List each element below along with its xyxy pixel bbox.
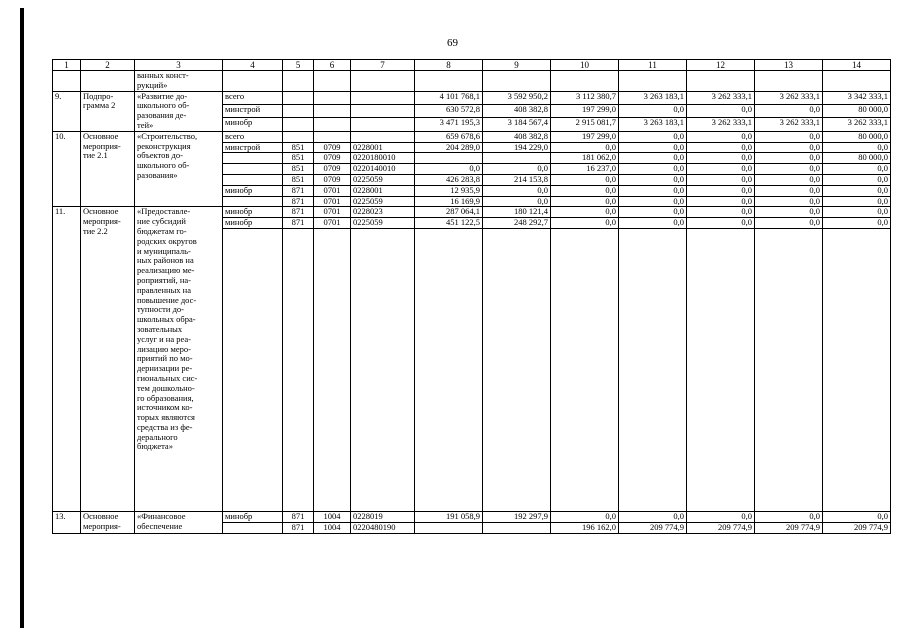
amount-cell: 0,0 [755,104,823,117]
amount-cell: 0,0 [619,104,687,117]
ministry-code: 871 [283,522,314,533]
ministry-code: 871 [283,511,314,522]
empty-cell [314,228,351,511]
amount-cell: 3 342 333,1 [823,91,891,104]
section-code [314,91,351,104]
amount-cell: 0,0 [755,185,823,196]
ministry-code: 871 [283,207,314,218]
article-code: 0220480190 [351,522,415,533]
amount-cell: 0,0 [619,196,687,207]
amount-cell: 196 162,0 [551,522,619,533]
funding-source: минобр [223,511,283,522]
amount-cell: 0,0 [687,104,755,117]
article-code: 0225059 [351,196,415,207]
funding-source: минстрой [223,104,283,117]
ministry-code [283,131,314,142]
ministry-code: 851 [283,153,314,164]
section-code [314,104,351,117]
amount-cell: 3 112 380,7 [551,91,619,104]
amount-cell: 0,0 [687,196,755,207]
amount-cell: 0,0 [823,218,891,229]
section-code [314,131,351,142]
amount-cell: 0,0 [755,196,823,207]
section-code: 0701 [314,196,351,207]
amount-cell: 0,0 [551,174,619,185]
amount-cell: 0,0 [551,185,619,196]
amount-cell: 3 262 333,1 [755,91,823,104]
article-code: 0228001 [351,185,415,196]
header-row [53,60,891,71]
amount-cell: 0,0 [687,164,755,175]
funding-source [223,196,283,207]
item-name: Основное мероприя- тие 2.1 [81,131,135,207]
empty-cell [619,71,687,92]
header-cell: 12 [687,60,755,71]
header-cell: 10 [551,60,619,71]
amount-cell: 0,0 [551,207,619,218]
ministry-code: 851 [283,142,314,153]
item-description: «Финансовое обеспечение [135,511,223,533]
empty-cell [483,228,551,511]
item-description: «Предоставле- ние субсидий бюджетам го- родских округов и муниципаль- ных районов на реализацию ме- роприятий, на- правленных на повышение дос- тупности до- школьных обра- зовательных услуг и на реа- лизацию меро- приятий по мо- дернизации ре- гиональных сис- тем дошкольно- го образования, источником ко- торых являются средства из фе- дерального бюджета» [135,207,223,512]
article-code: 0220140010 [351,164,415,175]
amount-cell: 0,0 [619,207,687,218]
amount-cell: 408 382,8 [483,104,551,117]
amount-cell: 3 263 183,1 [619,118,687,131]
amount-cell: 0,0 [687,207,755,218]
header-cell: 7 [351,60,415,71]
amount-cell: 0,0 [823,142,891,153]
amount-cell: 0,0 [755,164,823,175]
amount-cell: 80 000,0 [823,104,891,117]
empty-cell [551,71,619,92]
article-code: 0228019 [351,511,415,522]
section-code: 1004 [314,522,351,533]
amount-cell [415,153,483,164]
empty-cell [755,228,823,511]
amount-cell: 408 382,8 [483,131,551,142]
table-row [53,207,891,218]
empty-cell [283,71,314,92]
amount-cell: 0,0 [755,153,823,164]
funding-source [223,174,283,185]
empty-cell [551,228,619,511]
amount-cell: 194 229,0 [483,142,551,153]
item-name: Подпро- грамма 2 [81,91,135,131]
funding-source: минобр [223,218,283,229]
empty-cell [755,71,823,92]
section-code: 0701 [314,185,351,196]
empty-cell [687,71,755,92]
header-cell: 9 [483,60,551,71]
article-code [351,118,415,131]
amount-cell: 0,0 [483,185,551,196]
header-cell: 8 [415,60,483,71]
ministry-code: 851 [283,164,314,175]
item-description: «Развитие до- школьного об- разования де- тей» [135,91,223,131]
amount-cell: 3 263 183,1 [619,91,687,104]
empty-cell [351,228,415,511]
amount-cell: 287 064,1 [415,207,483,218]
funding-source: всего [223,131,283,142]
section-code: 0709 [314,142,351,153]
amount-cell: 0,0 [755,511,823,522]
ministry-code [283,104,314,117]
article-code: 0220180010 [351,153,415,164]
amount-cell: 630 572,8 [415,104,483,117]
amount-cell: 3 592 950,2 [483,91,551,104]
amount-cell: 0,0 [823,511,891,522]
amount-cell: 209 774,9 [823,522,891,533]
amount-cell: 0,0 [823,196,891,207]
funding-source [223,522,283,533]
empty-cell [823,228,891,511]
amount-cell: 426 283,8 [415,174,483,185]
table-row [53,131,891,142]
amount-cell: 0,0 [687,174,755,185]
amount-cell: 16 237,0 [551,164,619,175]
amount-cell: 80 000,0 [823,131,891,142]
funding-source: минобр [223,118,283,131]
continuation-row [53,71,891,92]
amount-cell: 0,0 [619,174,687,185]
amount-cell: 12 935,9 [415,185,483,196]
header-cell: 2 [81,60,135,71]
amount-cell: 3 262 333,1 [687,91,755,104]
amount-cell: 80 000,0 [823,153,891,164]
empty-cell [223,71,283,92]
header-cell: 3 [135,60,223,71]
amount-cell: 209 774,9 [619,522,687,533]
amount-cell: 180 121,4 [483,207,551,218]
empty-cell [314,71,351,92]
amount-cell: 0,0 [823,164,891,175]
amount-cell: 16 169,9 [415,196,483,207]
amount-cell: 192 297,9 [483,511,551,522]
amount-cell: 0,0 [619,511,687,522]
amount-cell: 197 299,0 [551,131,619,142]
item-number: 9. [53,91,81,131]
ministry-code: 871 [283,196,314,207]
amount-cell: 0,0 [619,218,687,229]
amount-cell: 197 299,0 [551,104,619,117]
item-number: 10. [53,131,81,207]
page-edge-bar [20,8,24,628]
amount-cell: 3 262 333,1 [823,118,891,131]
empty-cell [223,228,283,511]
header-cell: 6 [314,60,351,71]
section-code: 1004 [314,511,351,522]
table-row [53,91,891,104]
header-cell: 5 [283,60,314,71]
amount-cell: 0,0 [551,511,619,522]
amount-cell: 0,0 [755,131,823,142]
header-cell: 13 [755,60,823,71]
amount-cell: 204 289,0 [415,142,483,153]
amount-cell: 3 262 333,1 [687,118,755,131]
empty-cell [351,71,415,92]
amount-cell: 0,0 [687,185,755,196]
table-row [53,511,891,522]
amount-cell: 0,0 [755,174,823,185]
amount-cell: 0,0 [687,142,755,153]
amount-cell [483,153,551,164]
amount-cell: 0,0 [619,185,687,196]
amount-cell: 0,0 [483,164,551,175]
header-cell: 11 [619,60,687,71]
empty-cell [687,228,755,511]
section-code: 0701 [314,218,351,229]
amount-cell: 0,0 [755,142,823,153]
empty-cell [415,71,483,92]
amount-cell: 659 678,6 [415,131,483,142]
article-code: 0225059 [351,218,415,229]
amount-cell: 0,0 [551,196,619,207]
funding-source: минобр [223,185,283,196]
ministry-code [283,91,314,104]
header-cell: 1 [53,60,81,71]
amount-cell: 0,0 [823,174,891,185]
item-number: 11. [53,207,81,512]
section-code: 0709 [314,153,351,164]
empty-cell [283,228,314,511]
amount-cell: 209 774,9 [755,522,823,533]
amount-cell [415,522,483,533]
amount-cell: 451 122,5 [415,218,483,229]
amount-cell: 0,0 [755,218,823,229]
header-cell: 4 [223,60,283,71]
amount-cell: 0,0 [551,218,619,229]
article-code [351,104,415,117]
funding-source [223,153,283,164]
amount-cell: 2 915 081,7 [551,118,619,131]
funding-source [223,164,283,175]
item-number: 13. [53,511,81,533]
amount-cell: 0,0 [551,142,619,153]
amount-cell: 214 153,8 [483,174,551,185]
amount-cell: 209 774,9 [687,522,755,533]
amount-cell: 0,0 [687,153,755,164]
item-description: ванных конст- рукций» [135,71,223,92]
section-code [314,118,351,131]
amount-cell: 0,0 [823,185,891,196]
amount-cell: 181 062,0 [551,153,619,164]
article-code [351,131,415,142]
page-number: 69 [447,37,458,49]
amount-cell: 3 262 333,1 [755,118,823,131]
item-name: Основное мероприя- тие 2.2 [81,207,135,512]
section-code: 0701 [314,207,351,218]
budget-table [52,59,891,534]
amount-cell: 0,0 [619,131,687,142]
empty-cell [483,71,551,92]
amount-cell: 0,0 [823,207,891,218]
budget-table-body [53,60,891,534]
ministry-code: 851 [283,174,314,185]
amount-cell: 0,0 [619,153,687,164]
section-code: 0709 [314,164,351,175]
amount-cell: 0,0 [755,207,823,218]
article-code: 0228023 [351,207,415,218]
item-number-cell [53,71,81,92]
amount-cell: 0,0 [619,142,687,153]
amount-cell: 3 471 195,3 [415,118,483,131]
article-code: 0225059 [351,174,415,185]
amount-cell: 191 058,9 [415,511,483,522]
amount-cell: 0,0 [687,218,755,229]
amount-cell: 0,0 [483,196,551,207]
section-code: 0709 [314,174,351,185]
funding-source: минобр [223,207,283,218]
empty-cell [415,228,483,511]
amount-cell: 0,0 [687,511,755,522]
article-code: 0228001 [351,142,415,153]
funding-source: всего [223,91,283,104]
ministry-code: 871 [283,218,314,229]
amount-cell: 0,0 [687,131,755,142]
article-code [351,91,415,104]
header-cell: 14 [823,60,891,71]
item-name: Основное мероприя- [81,511,135,533]
amount-cell: 0,0 [619,164,687,175]
empty-cell [619,228,687,511]
funding-source: минстрой [223,142,283,153]
amount-cell: 0,0 [415,164,483,175]
amount-cell: 3 184 567,4 [483,118,551,131]
amount-cell [483,522,551,533]
item-description: «Строительство, реконструкция объектов до- школьного об- разования» [135,131,223,207]
empty-cell [823,71,891,92]
amount-cell: 248 292,7 [483,218,551,229]
ministry-code [283,118,314,131]
amount-cell: 4 101 768,1 [415,91,483,104]
ministry-code: 871 [283,185,314,196]
item-name-cell [81,71,135,92]
